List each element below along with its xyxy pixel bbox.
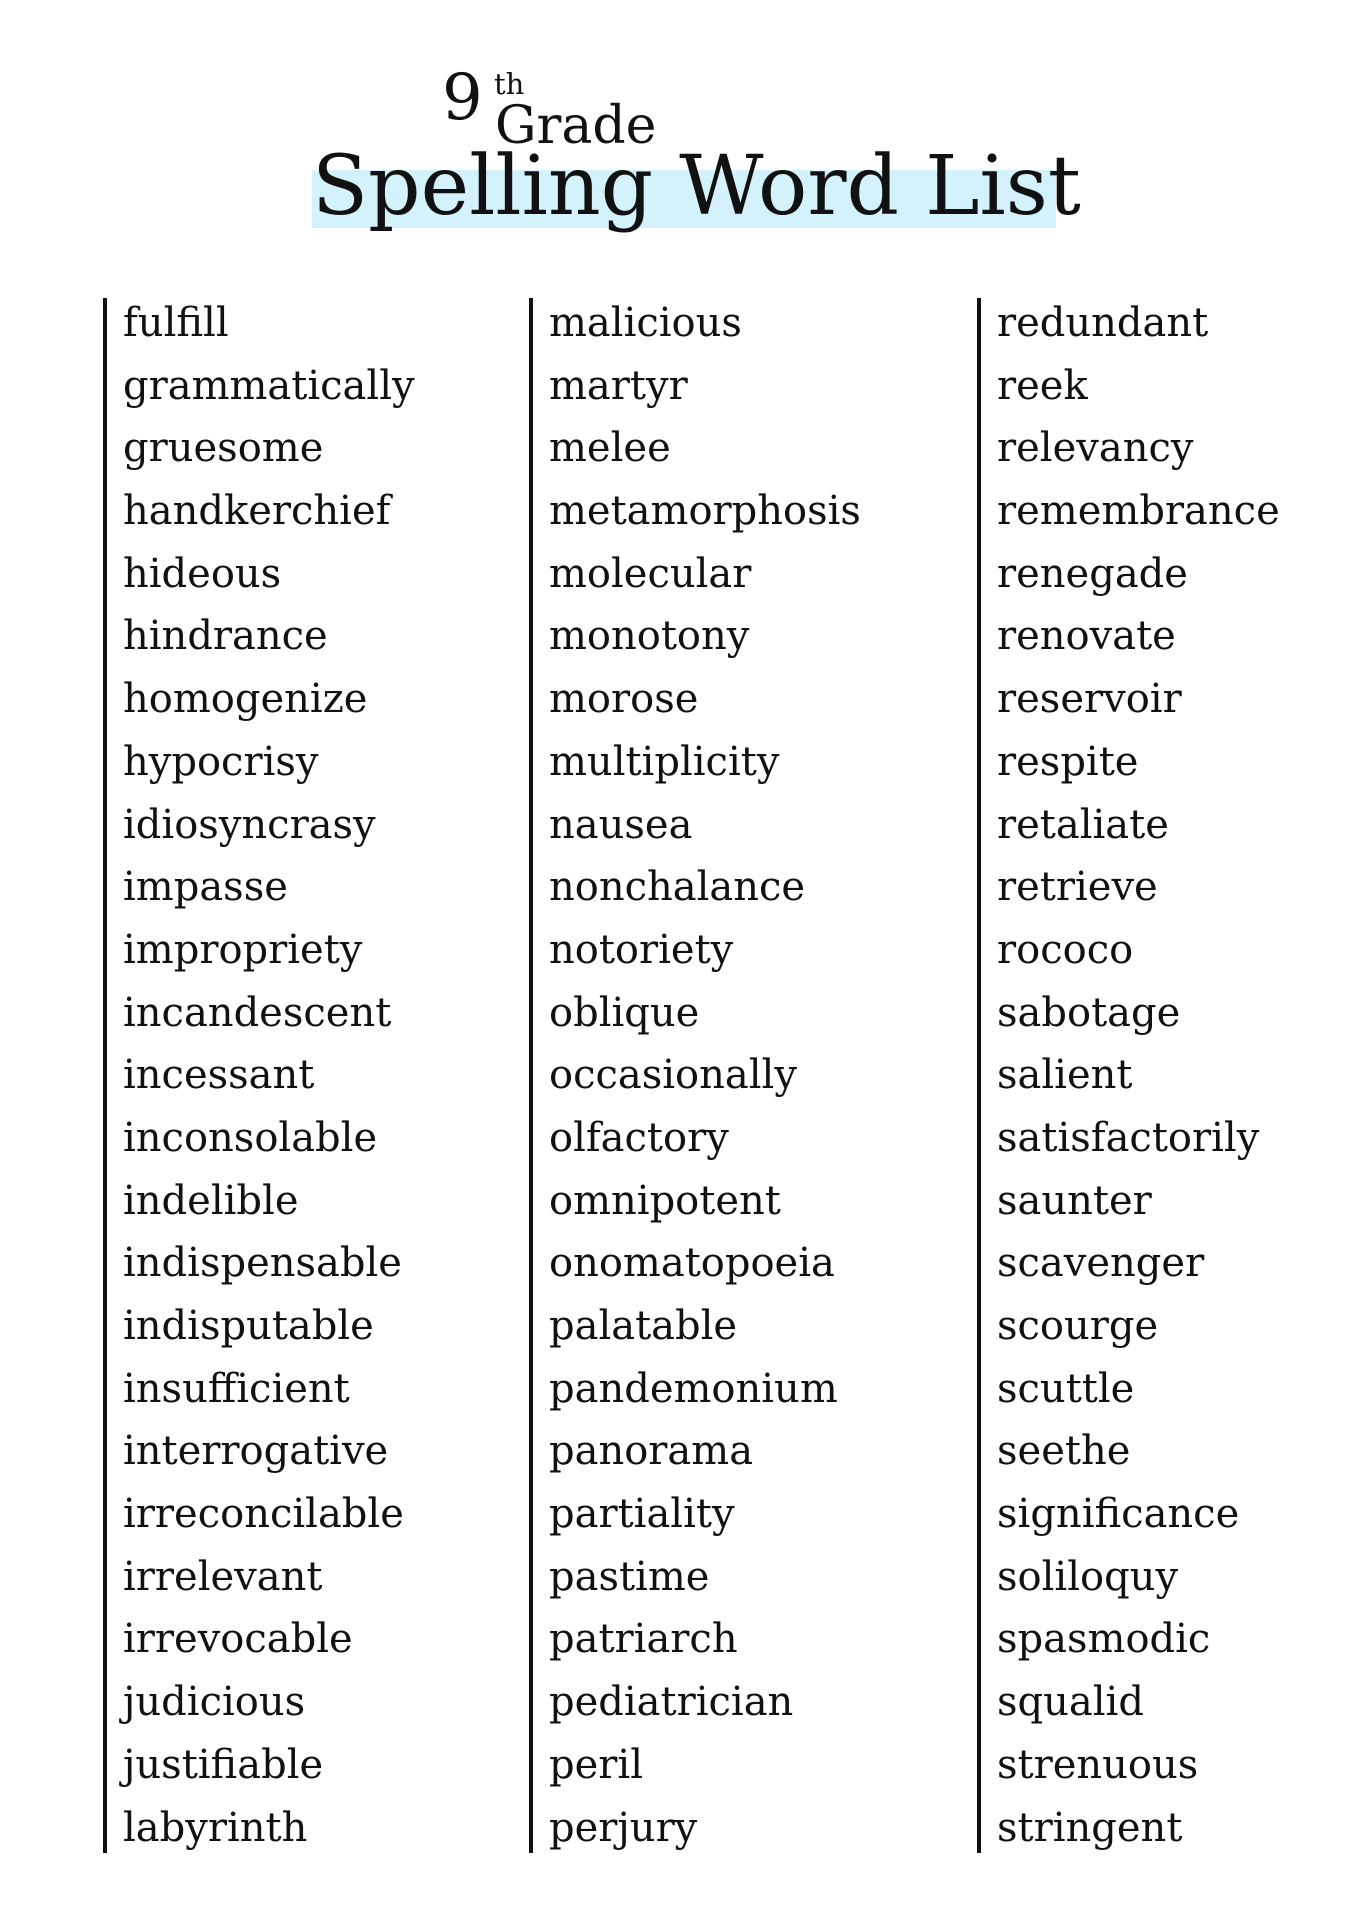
spelling-word: significance xyxy=(997,1491,1240,1538)
spelling-word: occasionally xyxy=(549,1052,797,1099)
spelling-word: judicious xyxy=(123,1679,306,1726)
spelling-word: onomatopoeia xyxy=(549,1240,835,1287)
spelling-word: redundant xyxy=(997,300,1209,346)
spelling-word: seethe xyxy=(997,1428,1131,1475)
grade-number: 9 xyxy=(442,61,483,135)
spelling-word: olfactory xyxy=(549,1114,729,1161)
spelling-word: morose xyxy=(549,676,699,723)
word-list xyxy=(107,298,415,1865)
spelling-word: relevancy xyxy=(997,425,1194,472)
grade-suffix: th xyxy=(494,67,525,101)
spelling-word: molecular xyxy=(549,550,752,597)
spelling-word: homogenize xyxy=(123,676,368,723)
word-list xyxy=(533,298,861,1865)
spelling-word: renegade xyxy=(997,550,1188,597)
spelling-word: panorama xyxy=(549,1428,754,1475)
spelling-word: irrelevant xyxy=(123,1553,323,1600)
spelling-word: metamorphosis xyxy=(549,488,861,535)
spelling-word: incandescent xyxy=(123,989,392,1036)
spelling-word: indisputable xyxy=(123,1303,374,1349)
spelling-word: peril xyxy=(549,1741,643,1788)
spelling-word: strenuous xyxy=(997,1741,1199,1788)
word-column-2 xyxy=(529,298,861,1853)
spelling-word: inconsolable xyxy=(123,1114,378,1161)
spelling-word: retaliate xyxy=(997,801,1169,848)
spelling-word: patriarch xyxy=(549,1616,738,1663)
spelling-word: irrevocable xyxy=(123,1616,353,1663)
spelling-word: pandemonium xyxy=(549,1365,838,1412)
spelling-word: saunter xyxy=(997,1177,1152,1224)
spelling-word: incessant xyxy=(123,1052,315,1099)
spelling-word: palatable xyxy=(549,1303,738,1349)
spelling-word: nonchalance xyxy=(549,864,806,911)
spelling-word: remembrance xyxy=(997,488,1280,535)
spelling-word: impropriety xyxy=(123,926,363,973)
page-title: Spelling Word List xyxy=(312,139,1081,234)
spelling-word: rococo xyxy=(997,926,1134,973)
spelling-word: soliloquy xyxy=(997,1553,1179,1600)
spelling-word: scourge xyxy=(997,1303,1159,1349)
word-column-3 xyxy=(977,298,1280,1853)
spelling-word: respite xyxy=(997,738,1139,785)
spelling-word: satisfactorily xyxy=(997,1114,1260,1161)
spelling-word: perjury xyxy=(549,1804,698,1851)
spelling-word: partiality xyxy=(549,1491,735,1538)
spelling-word: multiplicity xyxy=(549,738,780,785)
spelling-word: omnipotent xyxy=(549,1177,781,1224)
spelling-word: salient xyxy=(997,1052,1133,1099)
grade-label: Grade xyxy=(495,96,657,156)
spelling-word: pastime xyxy=(549,1553,710,1600)
spelling-word: stringent xyxy=(997,1804,1183,1851)
spelling-word: malicious xyxy=(549,300,742,346)
spelling-word: hindrance xyxy=(123,613,328,660)
spelling-word: reservoir xyxy=(997,676,1182,723)
spelling-word: reek xyxy=(997,362,1088,409)
spelling-word: idiosyncrasy xyxy=(123,801,376,848)
spelling-word: fulfill xyxy=(123,300,229,346)
spelling-word: spasmodic xyxy=(997,1616,1211,1663)
spelling-word: indelible xyxy=(123,1177,299,1224)
spelling-word: pediatrician xyxy=(549,1679,794,1726)
spelling-word: squalid xyxy=(997,1679,1144,1726)
word-column-1 xyxy=(103,298,415,1853)
spelling-word: grammatically xyxy=(123,362,415,409)
spelling-word: renovate xyxy=(997,613,1176,660)
spelling-word: monotony xyxy=(549,613,750,660)
spelling-word: interrogative xyxy=(123,1428,389,1475)
spelling-word: martyr xyxy=(549,362,688,409)
spelling-word: hideous xyxy=(123,550,282,597)
spelling-word: hypocrisy xyxy=(123,738,319,785)
spelling-word: nausea xyxy=(549,801,693,848)
spelling-word: notoriety xyxy=(549,926,734,973)
spelling-word: impasse xyxy=(123,864,288,911)
spelling-word: indispensable xyxy=(123,1240,402,1287)
spelling-word: handkerchief xyxy=(123,488,391,535)
spelling-word: scavenger xyxy=(997,1240,1205,1287)
word-list xyxy=(981,298,1280,1865)
spelling-word: melee xyxy=(549,425,671,472)
spelling-word: scuttle xyxy=(997,1365,1135,1412)
spelling-word: irreconcilable xyxy=(123,1491,404,1538)
spelling-word: justifiable xyxy=(123,1741,324,1788)
spelling-word: sabotage xyxy=(997,989,1181,1036)
spelling-word: labyrinth xyxy=(123,1804,308,1851)
spelling-word: oblique xyxy=(549,989,700,1036)
page-header xyxy=(0,0,1358,260)
spelling-word: insufficient xyxy=(123,1365,350,1412)
spelling-word: retrieve xyxy=(997,864,1158,911)
spelling-word: gruesome xyxy=(123,425,324,472)
